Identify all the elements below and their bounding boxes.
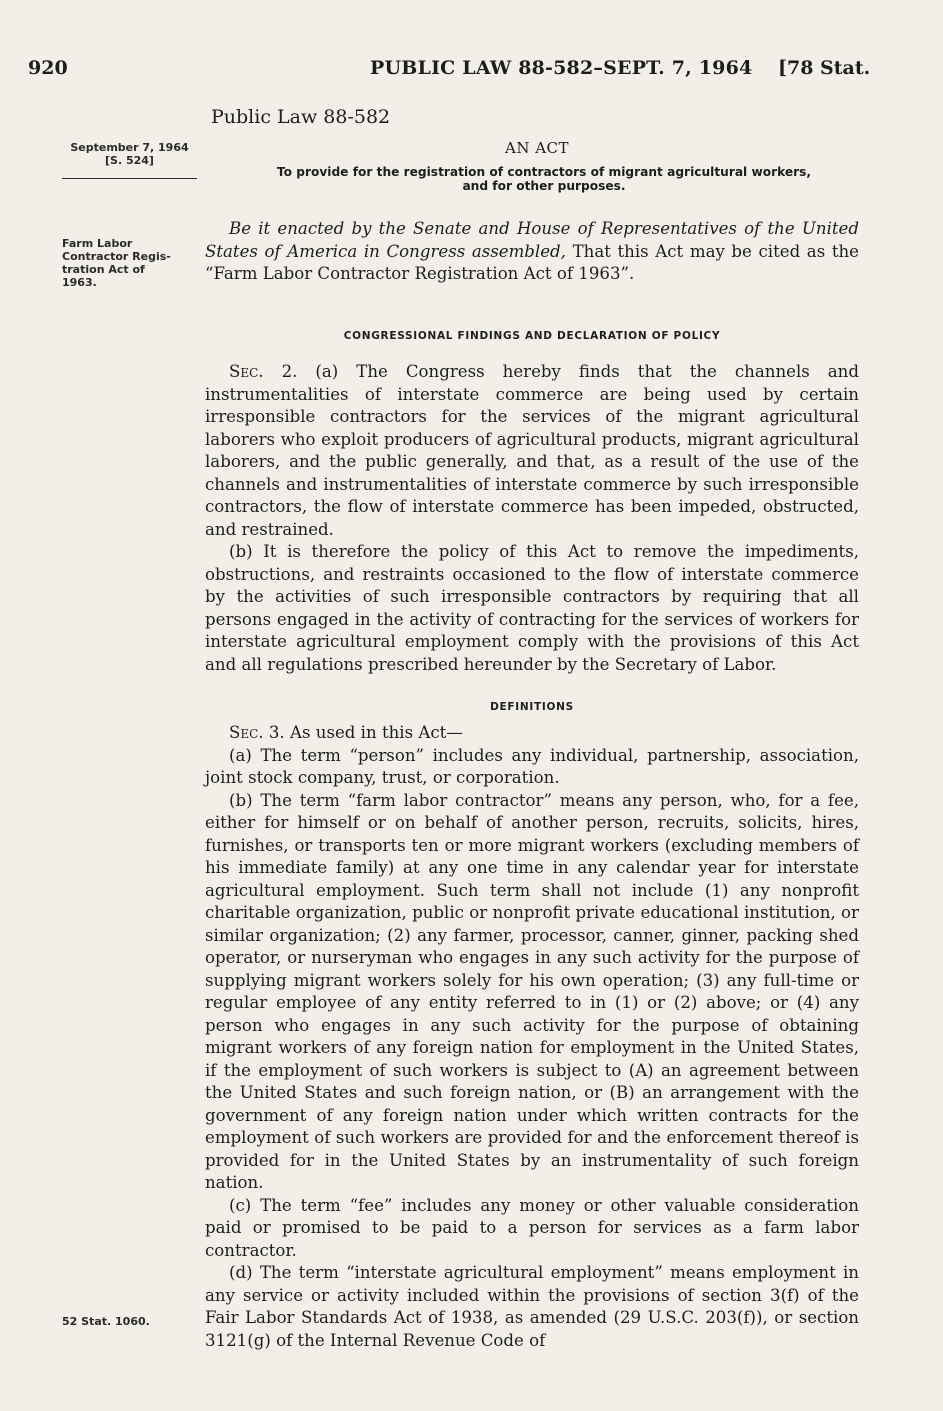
section-3-d: (d) The term “interstate agricultural employment” means employment in any service or activity included within the provisions of section 3(f) of the Fair Labor Standards Act of 1938, as amended (29 U.S.C. 203(f)), or section 3121(g) of the Internal Revenue Code of [205,1263,859,1350]
sidenote-divider [62,178,197,179]
section-3-c: (c) The term “fee” includes any money or other valuable consideration paid or promised to be paid to a person for services as a farm labor contractor. [205,1195,859,1260]
sidenote-line: Contractor Regis- [62,250,171,263]
section-3-a: (a) The term “person” includes any individual, partnership, association, joint stock company, trust, or corporation. [205,745,859,787]
section-2 [205,361,859,676]
act-purpose [230,165,858,193]
sidenote-line: Farm Labor [62,237,133,250]
sidenote-date [62,141,197,167]
public-law-number: Public Law 88-582 [211,106,391,128]
section-3-intro [205,722,859,745]
enacting-rest: That this Act may be cited as the “Farm Labor Contractor Registration Act of 1963”. [205,241,859,283]
section-3-intro-text: As used in this Act— [284,723,463,742]
purpose-line-1: To provide for the registration of contractors of migrant agricultural workers, [276,165,812,179]
act-label: AN ACT [505,139,570,157]
section-2-a [205,361,859,541]
sidenote-statute-reference: 52 Stat. 1060. [62,1315,150,1328]
section-heading-findings: CONGRESSIONAL FINDINGS AND DECLARATION OF POLICY [343,330,721,342]
statute-volume: [78 Stat. [778,57,871,79]
section-3-label: Sec. 3. [229,723,285,742]
section-2-label: Sec. 2. [229,362,298,381]
running-header-title: PUBLIC LAW 88-582–SEPT. 7, 1964 [370,57,753,79]
purpose-line-2: and for other purposes. [462,179,626,193]
sidenote-bill-number: [S. 524] [105,154,154,167]
section-2-b: (b) It is therefore the policy of this Act to remove the impediments, obstructions, and restraints occasioned to the flow of interstate commerce by the activities of such irresponsible contractors by requiring that all persons engaged in the activity of contracting for the services of workers for interstate agricultural employment comply with the provisions of this Act and all regulations prescribed hereunder by the Secretary of Labor. [205,542,859,674]
section-3 [205,722,859,1352]
enacting-clause [205,218,859,286]
page-number: 920 [28,57,68,79]
enacting-formula: Be it enacted by the Senate and House of Representatives of the United States of America in Congress assembled, [205,219,859,261]
section-3-b: (b) The term “farm labor contractor” means any person, who, for a fee, either for himself or on behalf of another person, recruits, solicits, hires, furnishes, or transports ten or more migrant workers (excluding members of his immediate family) at any one time in any calendar year for interstate agricultural employment. Such term shall not include (1) any nonprofit charitable organization, public or nonprofit private educational institution, or similar organization; (2) any farmer, processor, canner, ginner, packing shed operator, or nurseryman who engages in any such activity for the purpose of supplying migrant workers solely for his own operation; (3) any full-time or regular employee of any entity referred to in (1) or (2) above; or (4) any person who engages in any such activity for the purpose of obtaining migrant workers of any foreign nation for employment in the United States, if the employment of such workers is subject to (A) an agreement between the United States and such foreign nation, or (B) an arrangement with the government of any foreign nation under which written contracts for the employment of such workers are provided for and the enforcement thereof is provided for in the United States by an instrumentality of such foreign nation. [205,790,859,1192]
sidenote-date-line: September 7, 1964 [70,141,189,154]
sidenote-line: 1963. [62,276,97,289]
sidenote-short-title [62,237,171,289]
section-2-a-text: (a) The Congress hereby finds that the channels and instrumentalities of interstate commerce are being used by certain irresponsible contractors for the services of the migrant agricultural laborers who exploit producers of agricultural products, migrant agricultural laborers, and the public generally, and that, as a result of the use of the channels and instrumentalities of interstate commerce by such irresponsible contractors, the flow of interstate commerce has been impeded, obstructed, and restrained. [205,362,859,539]
section-heading-definitions: DEFINITIONS [490,701,574,713]
sidenote-line: tration Act of [62,263,145,276]
